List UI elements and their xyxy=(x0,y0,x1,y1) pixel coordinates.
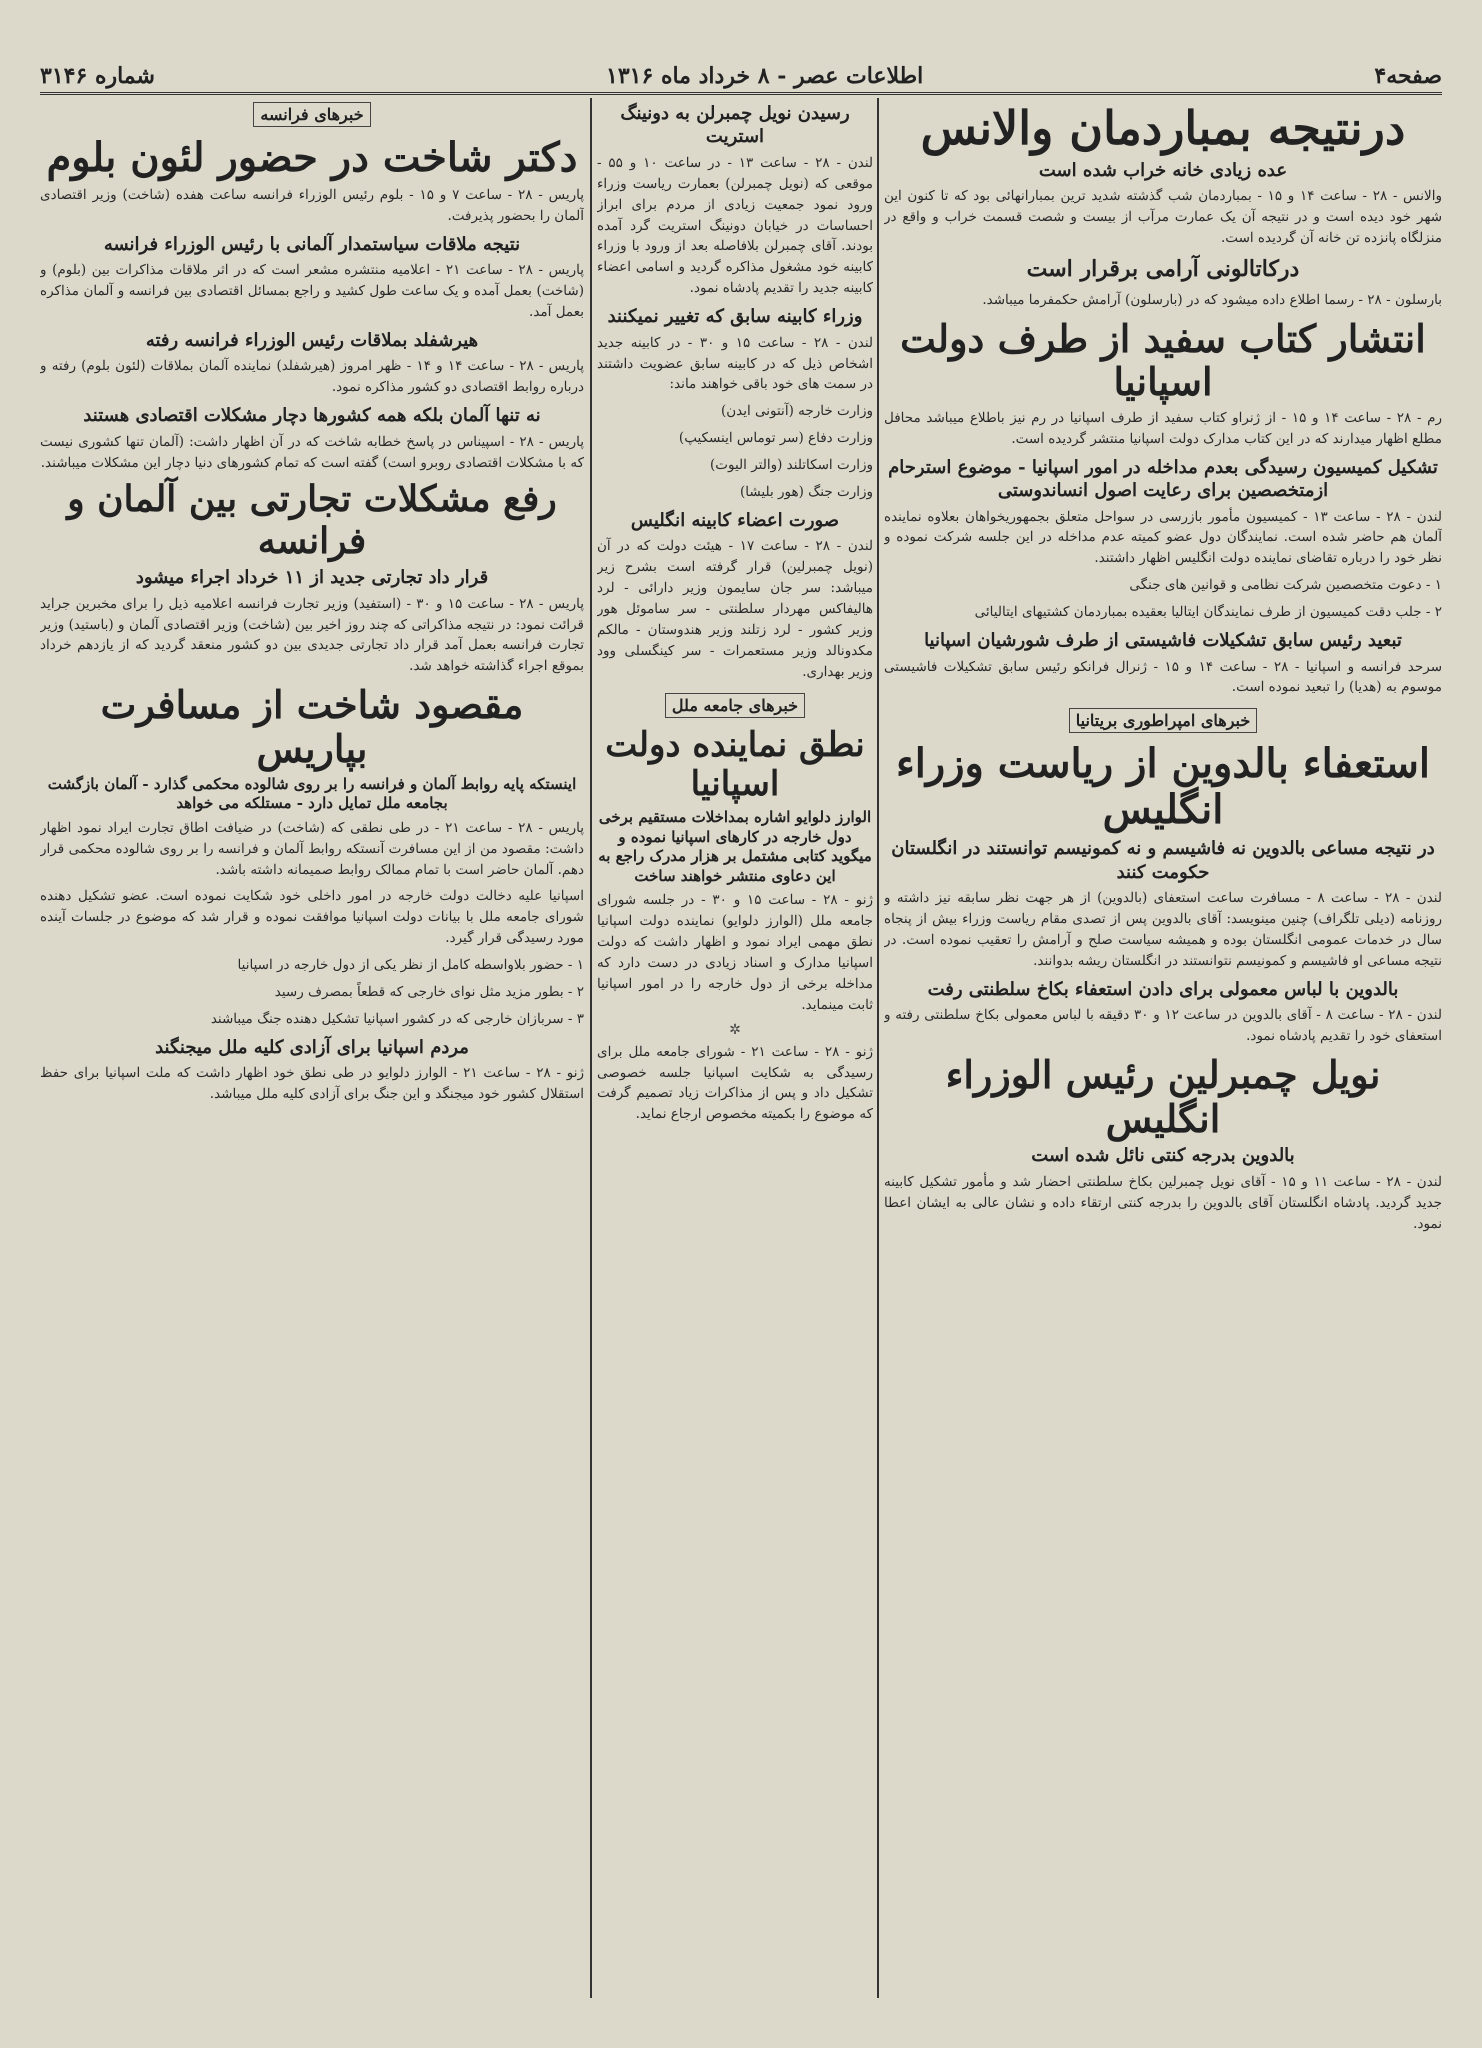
headline-schacht-blum: دکتر شاخت در حضور لئون بلوم xyxy=(46,134,578,181)
section-label-france: خبرهای فرانسه xyxy=(253,102,370,127)
article-body: لندن - ۲۸ - ساعت ۱۳ - در ساعت ۱۰ و ۵۵ - موقعی که (نویل چمبرلن) بعمارت ریاست وزراء ورود نمود جمعیت زیادی از مردم برای ابراز احساسات در خیابان دونینگ استریت گرد آمده بودند. آقای چمبرلن بلافاصله بعد از ورود با وزراء کابینه خود مشغول مذاکره گردید و اسامی اعضاء کابینه جدید را تقدیم پادشاه نمود. xyxy=(597,154,873,297)
article-body: پاریس - ۲۸ - ساعت ۲۱ - اعلامیه منتشره مشعر است که در اثر ملاقات مذاکرات بین (بلوم) و (شاخت) بعمل آمده و یک ساعت طول کشید و راجع بمسائل اقتصادی بین فرانسه و آلمان مذاکره بعمل آمد. xyxy=(40,262,584,321)
article-body: ژنو - ۲۸ - ساعت ۲۱ - شورای جامعه ملل برای رسیدگی به شکایت اسپانیا جلسه خصوصی تشکیل داد و پس از مذاکرات زیاد تصمیم گرفت که موضوع را بکمیته مخصوص ارجاع نماید. xyxy=(597,1043,873,1123)
subheadline-baldwin: در نتیجه مساعی بالدوین نه فاشیسم و نه کمونیسم توانستند در انگلستان حکومت کنند xyxy=(891,838,1435,883)
headline-catalonia: درکاتالونی آرامی برقرار است xyxy=(1026,256,1300,283)
section-label-britain: خبرهای امپراطوری بریتانیا xyxy=(1069,708,1257,733)
headline-spain-freedom: مردم اسپانیا برای آزادی کلیه ملل میجنگند xyxy=(155,1037,469,1058)
issue-number: شماره ۳۱۴۶ xyxy=(40,63,155,89)
page-number: صفحه۴ xyxy=(1374,63,1442,89)
list-item: ۲ - بطور مزید مثل نوای خارجی که قطعاً بمصرف رسید xyxy=(274,984,584,1001)
article-body: لندن - ۲۸ - ساعت ۸ - مسافرت ساعت استعفای (بالدوین) از هر جهت نظر سابقه نیز داشته و روزنامه (دیلی تلگراف) چنین مینویسد: آقای بالدوین پس از تصدی مقام ریاست وزراء بیش از پنجاه سال در خدمات عمومی انگلستان بوده و همیشه سیاست صلح و آرامش را تعقیب نموده است. در نتیجه مساعی او فاشیسم و کمونیسم نتوانستند در انگلستان ریشه بدوانند. xyxy=(884,890,1442,969)
headline-white-book: انتشار کتاب سفید از طرف دولت اسپانیا xyxy=(900,315,1426,405)
headline-schacht-purpose: مقصود شاخت از مسافرت بپاریس xyxy=(100,682,524,772)
headline-valencia: درنتیجه بمباردمان والانس xyxy=(920,101,1406,155)
article-body: لندن - ۲۸ - ساعت ۱۳ - کمیسیون مأمور بازرسی در سواحل متعلق بجمهوریخواهان بعلاوه نماینده آلمان هم حاضر شده است. نمایندگان دول عضو کمیته عدم مداخله در این جلسه شرکت نموده و نظر خود را درباره تقاضای نماینده دولت انگلیس اظهار داشتند. xyxy=(884,508,1442,567)
subheadline-schacht-purpose: اینستکه پایه روابط آلمان و فرانسه را بر روی شالوده محکمی گذارد - آلمان بازگشت بجامعه ملل تمایل دارد - مستلکه می خواهد xyxy=(47,774,577,813)
article-body: رم - ۲۸ - ساعت ۱۴ و ۱۵ - از ژنراو کتاب سفید از طرف اسپانیا در رم نیز باطلاع میباشد محافل مطلع اظهار میدارند که در این کتاب مدارک دولت اسپانیا منتشر گردیده است. xyxy=(884,409,1442,447)
article-body: لندن - ۲۸ - ساعت ۱۵ و ۳۰ - در کابینه جدید اشخاص ذیل که در کابینه سابق عضویت داشتند در سمت های خود باقی خواهند ماند: xyxy=(597,334,873,393)
star-divider-icon: ✲ xyxy=(729,1021,741,1038)
article-body: سرحد فرانسه و اسپانیا - ۲۸ - ساعت ۱۴ و ۱۵ - ژنرال فرانکو رئیس سابق تشکیلات فاشیستی موسوم به (هدیا) را تبعید نموده است. xyxy=(884,658,1442,696)
subheadline-trade-agreement: قرار داد تجارتی جدید از ۱۱ خرداد اجراء میشود xyxy=(135,567,489,589)
list-item: وزارت جنگ (هور بلیشا) xyxy=(740,484,873,501)
headline-downing-street: رسیدن نویل چمبرلن به دونینگ استریت xyxy=(620,103,850,148)
headline-hirschfeld: هیرشفلد بملاقات رئیس الوزراء فرانسه رفته xyxy=(145,330,479,351)
list-item: ۳ - سربازان خارجی که در کشور اسپانیا تشکیل دهنده جنگ میباشند xyxy=(210,1011,584,1028)
headline-baldwin-resigns: استعفاء بالدوین از ریاست وزراء انگلیس xyxy=(895,740,1431,834)
list-item: ۲ - جلب دقت کمیسیون از طرف نمایندگان ایتالیا بعقیده بمباردمان کشتیهای ایتالیائی xyxy=(974,604,1442,621)
list-item: وزارت خارجه (آنتونی ایدن) xyxy=(720,403,873,420)
article-body: پاریس - ۲۸ - ساعت ۷ و ۱۵ - بلوم رئیس الوزراء فرانسه ساعت هفده (شاخت) وزیر اقتصادی آلمان را بحضور پذیرفت. xyxy=(40,187,584,224)
headline-trade-problems: رفع مشکلات تجارتی بین آلمان و فرانسه xyxy=(67,478,557,562)
article-body: ژنو - ۲۸ - ساعت ۲۱ - الوارز دلوایو در طی نطق خود اظهار داشت که ملت اسپانیا برای حفظ استقلال کشور خود میجنگد و این جنگ برای آزادی کلیه ملل میباشد. xyxy=(40,1065,584,1103)
headline-commission: تشکیل کمیسیون رسیدگی بعدم مداخله در امور اسپانیا - موضوع استرحام ازمتخصصین برای رعایت اصول انساندوستی xyxy=(888,456,1438,502)
column-left xyxy=(40,98,584,2018)
column-middle xyxy=(597,98,873,2018)
column-rule xyxy=(877,98,879,1998)
list-item: ۱ - دعوت متخصصین شرکت نظامی و قوانین های جنگی xyxy=(1129,577,1442,594)
headline-baldwin-palace: بالدوین با لباس معمولی برای دادن استعفاء بکاخ سلطنتی رفت xyxy=(927,978,1399,1000)
list-item: وزارت دفاع (سر توماس اینسکیپ) xyxy=(678,430,873,447)
list-item: ۱ - حضور بلاواسطه کامل از نظر یکی از دول خارجه در اسپانیا xyxy=(237,957,584,974)
article-body: پاریس - ۲۸ - ساعت ۱۴ و ۱۴ - ظهر امروز (هیرشفلد) نماینده آلمان بملاقات (لئون بلوم) رفته و درباره روابط اقتصادی دو کشور مذاکره نمود. xyxy=(40,358,584,396)
subheadline-spain-speech: الوارز دلوایو اشاره بمداخلات مستقیم برخی دول خارجه در کارهای اسپانیا نموده و میگوید کتابی مشتمل بر هزار مدرک راجع به این دعاوی منتشر خواهند ساخت xyxy=(598,808,872,885)
article-body: لندن - ۲۸ - ساعت ۱۷ - هیئت دولت که در آن (نویل چمبرلین) قرار گرفته است بشرح زیر میباشد: سر جان سایمون وزیر دارائی - لرد هالیفاکس مهردار سلطنتی - سر ساموئل هور وزیر کشور - لرد زتلند وزیر هندوستان - مالکم مکدونالد وزیر مستعمرات - سر کینگسلی وود وزیر بهداری. xyxy=(597,538,873,680)
headline-chamberlain: نویل چمبرلین رئیس الوزراء انگلیس xyxy=(945,1052,1381,1141)
article-body: بارسلون - ۲۸ - رسما اطلاع داده میشود که در (بارسلون) آرامش حکمفرما میباشد. xyxy=(982,291,1442,308)
headline-cabinet-list: صورت اعضاء کابینه انگلیس xyxy=(630,510,840,532)
headline-unchanged-ministers: وزراء کابینه سابق که تغییر نمیکنند xyxy=(607,306,863,328)
subheadline-chamberlain: بالدوین بدرجه کنتی نائل شده است xyxy=(1031,1145,1295,1167)
headline-economic-problems: نه تنها آلمان بلکه همه کشورها دچار مشکلات اقتصادی هستند xyxy=(83,405,541,427)
headline-spain-speech: نطق نماینده دولت اسپانیا xyxy=(605,724,865,805)
article-body: پاریس - ۲۸ - اسپیناس در پاسخ خطابه شاخت که در آن اظهار داشت: (آلمان تنها کشوری نیست که با مشکلات اقتصادی روبرو است) گفته است که تمام کشورهای دنیا دچار این مشکلات میباشند. xyxy=(40,433,584,471)
article-body: پاریس - ۲۸ - ساعت ۱۵ و ۳۰ - (استفید) وزیر تجارت فرانسه اعلامیه ذیل را برای مخبرین جراید قرائت نمود: در نتیجه مذاکراتی که چند روز اخیر بین (شاخت) وزیر اقتصادی آلمان و (باستید) وزیر تجارت فرانسه بعمل آمد قرار داد تجارتی جدیدی بین دو کشور منعقد گردید که از یازدهم خرداد بموقع اجراء گذاشته خواهد شد. xyxy=(40,595,584,675)
article-body: ژنو - ۲۸ - ساعت ۱۵ و ۳۰ - در جلسه شورای جامعه ملل (الوارز دلوایو) نماینده دولت اسپانیا نطق مهمی ایراد نمود و اظهار داشت که دولت اسپانیا مدارک و اسناد زیادی در دست دارد که مداخله برخی از دول خارجه را در امور اسپانیا ثابت مینماید. xyxy=(597,892,873,1013)
column-rule xyxy=(590,98,592,1998)
paper-date: اطلاعات عصر - ۸ خرداد ماه ۱۳۱۶ xyxy=(606,63,924,89)
article-body: لندن - ۲۸ - ساعت ۱۱ و ۱۵ - آقای نویل چمبرلین بکاخ سلطنتی احضار شد و مأمور تشکیل کابینه جدید گردید. پادشاه انگلستان آقای بالدوین را بدرجه کنتی ارتقاء داده و نشان عالی به ایشان اعطا نمود. xyxy=(884,1173,1442,1232)
list-item: وزارت اسکاتلند (والتر الیوت) xyxy=(710,457,873,474)
article-body: پاریس - ۲۸ - ساعت ۲۱ - در طی نطقی که (شاخت) در ضیافت اطاق تجارت ایراد نمود اظهار داشت: مقصود من از این مسافرت آنستکه روابط آلمان و فرانسه را بر روی شالوده محکمی قرار دهم. آلمان حاضر است با تمام ممالک روابط صمیمانه داشته باشد. xyxy=(40,819,584,878)
headline-exile: تبعید رئیس سابق تشکیلات فاشیستی از طرف شورشیان اسپانیا xyxy=(924,630,1402,652)
section-label-league: خبرهای جامعه ملل xyxy=(665,693,805,718)
masthead xyxy=(40,60,1442,95)
article-body: اسپانیا علیه دخالت دولت خارجه در امور داخلی خود شکایت نموده است. عضو تشکیل دهنده شورای جامعه ملل با بیانات دولت اسپانیا موافقت نموده و قرار شد که موضوع در جلسات آینده مورد رسیدگی قرار گیرد. xyxy=(40,888,584,947)
article-body: لندن - ۲۸ - ساعت ۸ - آقای بالدوین در ساعت ۱۲ و ۳۰ دقیقه با لباس معمولی بکاخ سلطنتی رفته و استعفای خود را تقدیم پادشاه نمود. xyxy=(884,1007,1442,1045)
column-right xyxy=(884,98,1442,2018)
subheadline-valencia: عده زیادی خانه خراب شده است xyxy=(1038,159,1288,181)
headline-meeting-result: نتیجه ملاقات سیاستمدار آلمانی با رئیس الوزراء فرانسه xyxy=(103,233,521,255)
article-body: والانس - ۲۸ - ساعت ۱۴ و ۱۵ - بمباردمان شب گذشته شدید ترین بمبارانهائی بود که تا کنون این شهر خود دیده است و در نتیجه آن یک عمارت مرآب از بیست و شصت قسمت خراب و واقع در منزلگاه پانزده تن خانه آن گردیده است. xyxy=(884,188,1442,247)
